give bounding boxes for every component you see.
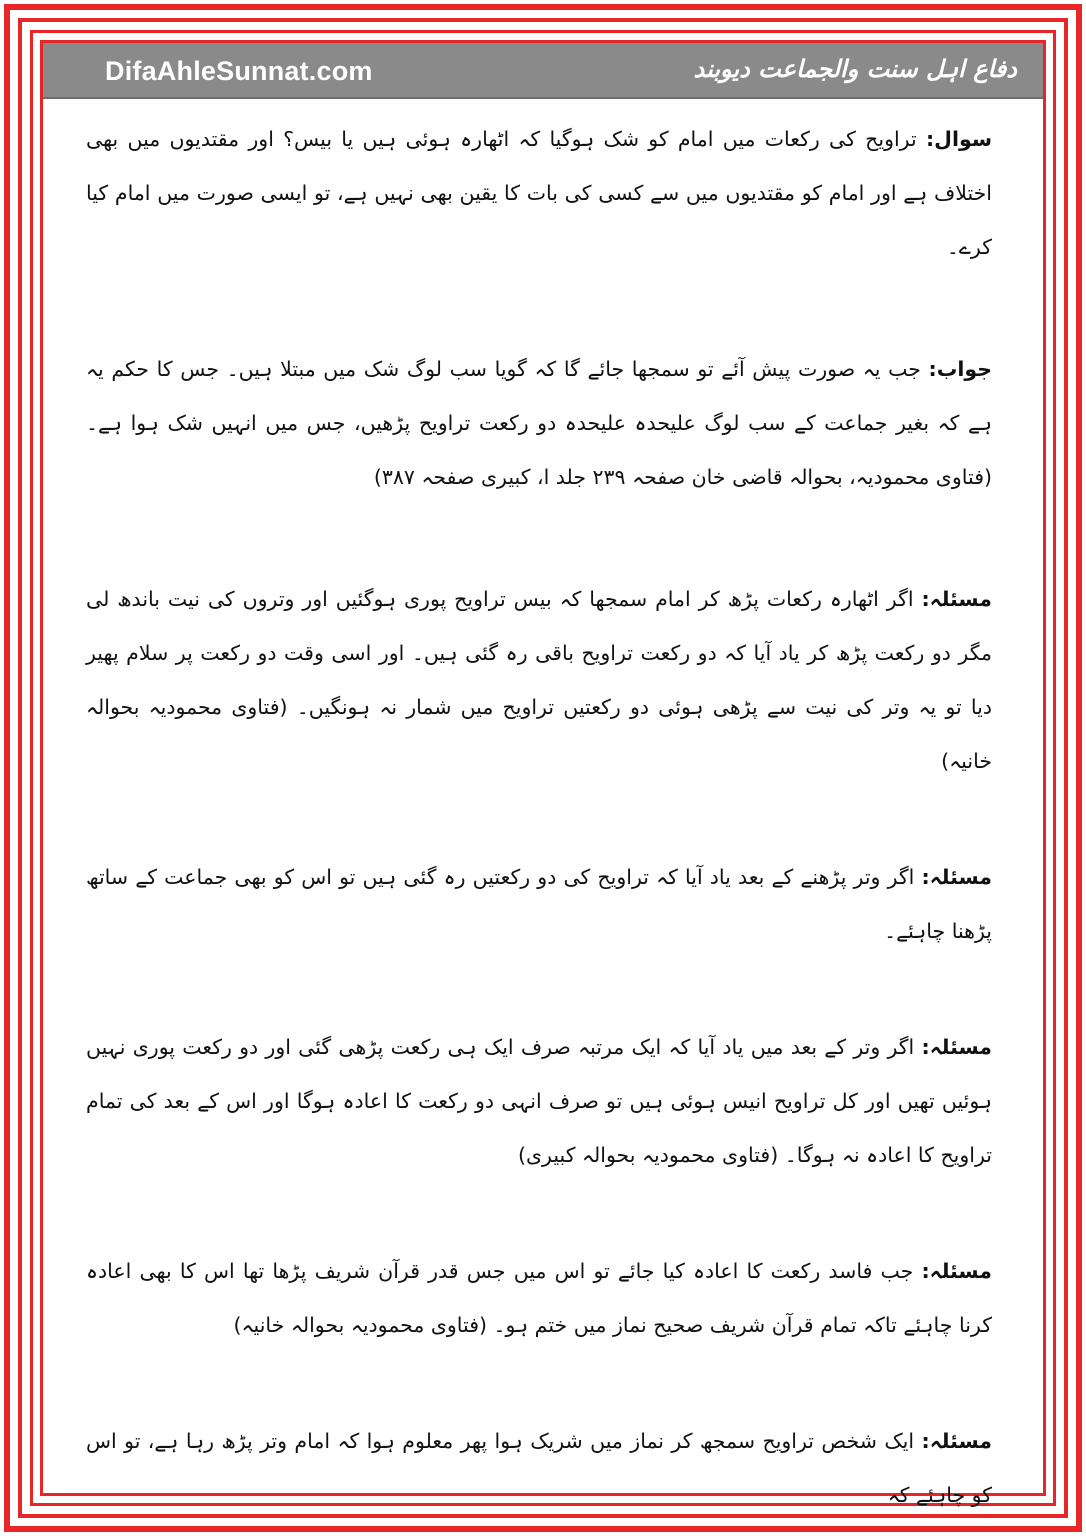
document-body (86, 112, 992, 1522)
answer-text: جب یہ صورت پیش آئے تو سمجھا جائے گا کہ گویا سب لوگ شک میں مبتلا ہیں۔ جس کا حکم یہ ہے کہ بغیر جماعت کے سب لوگ علیحدہ علیحدہ دو رکعت تراویح پڑھیں، جس میں انہیں شک ہوا ہے۔ (فتاوی محمودیہ، بحوالہ قاضی خان صفحہ ۲۳۹ جلد ا، کبیری صفحہ ۳۸۷) (86, 357, 992, 489)
spacer (86, 788, 992, 850)
question-text: تراویح کی رکعات میں امام کو شک ہوگیا کہ اٹھارہ ہوئی ہیں یا بیس؟ اور مقتدیوں میں بھی اختلاف ہے اور امام کو مقتدیوں میں سے کسی کی بات کا یقین بھی نہیں ہے، تو ایسی صورت میں امام کیا کرے۔ (86, 127, 992, 259)
masala-paragraph-1 (86, 572, 992, 788)
brand-title: دفاع اہل سنت والجماعت دیوبند (693, 55, 1017, 83)
answer-paragraph (86, 342, 992, 504)
masala-label: مسئلہ: (921, 587, 992, 611)
header-bar (43, 43, 1043, 99)
question-label: سوال: (925, 127, 992, 151)
masala-text: ایک شخص تراویح سمجھ کر نماز میں شریک ہوا پھر معلوم ہوا کہ امام وتر پڑھ رہا ہے، تو اس کو چاہئے کہ (86, 1429, 992, 1507)
spacer (86, 274, 992, 342)
masala-paragraph-5 (86, 1414, 992, 1522)
masala-paragraph-3 (86, 1020, 992, 1182)
masala-text: اگر وتر پڑھنے کے بعد یاد آیا کہ تراویح کی دو رکعتیں رہ گئی ہیں تو اس کو بھی جماعت کے ساتھ پڑھنا چاہئے۔ (86, 865, 992, 943)
answer-label: جواب: (928, 357, 992, 381)
site-url[interactable]: DifaAhleSunnat.com (105, 56, 373, 86)
masala-text: جب فاسد رکعت کا اعادہ کیا جائے تو اس میں جس قدر قرآن شریف پڑھا تھا اس کا بھی اعادہ کرنا چاہئے تاکہ تمام قرآن شریف صحیح نماز میں ختم ہو۔ (فتاوی محمودیہ بحوالہ خانیہ) (86, 1259, 992, 1337)
question-paragraph (86, 112, 992, 274)
masala-label: مسئلہ: (921, 1035, 992, 1059)
masala-label: مسئلہ: (921, 865, 992, 889)
masala-paragraph-2 (86, 850, 992, 958)
spacer (86, 504, 992, 572)
masala-text: اگر وتر کے بعد میں یاد آیا کہ ایک مرتبہ صرف ایک ہی رکعت پڑھی گئی اور دو رکعت پوری نہیں ہوئیں تھیں اور کل تراویح انیس ہوئی ہیں تو صرف انہی دو رکعت کا اعادہ ہوگا اور اس کے بعد کی تمام تراویح کا اعادہ نہ ہوگا۔ (فتاوی محمودیہ بحوالہ کبیری) (86, 1035, 992, 1167)
masala-paragraph-4 (86, 1244, 992, 1352)
spacer (86, 1182, 992, 1244)
spacer (86, 1352, 992, 1414)
spacer (86, 958, 992, 1020)
masala-label: مسئلہ: (921, 1259, 992, 1283)
masala-label: مسئلہ: (921, 1429, 992, 1453)
masala-text: اگر اٹھارہ رکعات پڑھ کر امام سمجھا کہ بیس تراویح پوری ہوگئیں اور وتروں کی نیت باندھ لی مگر دو رکعت پڑھ کر یاد آیا کہ دو رکعت تراویح باقی رہ گئی ہیں۔ اور اسی وقت دو رکعت پر سلام پھیر دیا تو یہ وتر کی نیت سے پڑھی ہوئی دو رکعتیں تراویح میں شمار نہ ہونگیں۔ (فتاوی محمودیہ بحوالہ خانیہ) (86, 587, 992, 773)
